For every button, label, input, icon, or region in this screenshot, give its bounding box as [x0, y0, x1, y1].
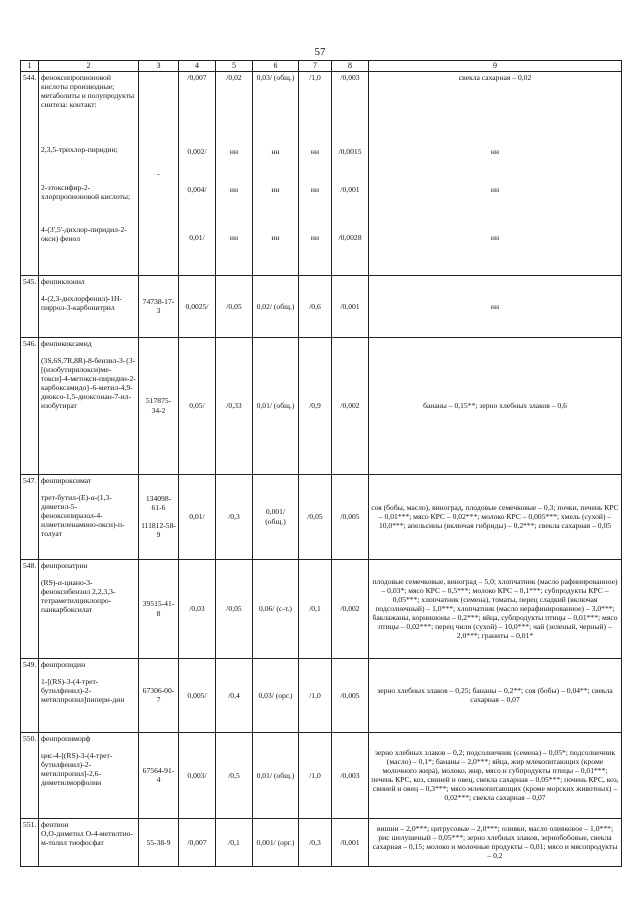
value-cell: /0,002: [332, 559, 369, 658]
mrl-text: нн: [369, 275, 622, 337]
substance-title: фенпикоксамид: [41, 338, 92, 348]
value-cell: 0,05/: [179, 337, 216, 474]
cas-number: 67306-00-7: [139, 658, 179, 732]
cas-number: 67564-91-4: [139, 732, 179, 818]
value-cell: нн: [271, 146, 280, 156]
value-cell: 0,01/: [189, 232, 205, 242]
page-number: 57: [314, 46, 326, 58]
value-cell: 0,01/ (общ.): [253, 732, 299, 818]
col-header: 4: [179, 61, 216, 72]
table-row: [21, 732, 622, 818]
value-cell: /0,0028: [338, 232, 362, 242]
value-cell: 0,004/: [187, 184, 207, 194]
mrl-text: нн: [490, 146, 500, 156]
col-header: 6: [253, 61, 299, 72]
substance-title: фенпропатрин: [41, 560, 88, 570]
row-number: 550.: [21, 732, 39, 818]
value-cell: /0,3: [216, 474, 253, 559]
substance-part: (3S,6S,7R,8R)-8-бензил-3-{3-[(изобутирилокси)ме-токси]-4-метокси-пиридин-2-карбоксамидо}-6-метил-4,9-диоксо-1,5-диоксонан-7-ил-изобутират: [41, 355, 136, 411]
value-cell: /0,5: [216, 732, 253, 818]
row-number: 549.: [21, 658, 39, 732]
table-row: [21, 275, 622, 337]
value-cell: /0,001: [332, 818, 369, 866]
substance-part: 2-этоксифир-2-хлорпропионовой кислоты;: [41, 182, 131, 201]
cas-number: 517875-34-2: [139, 337, 179, 474]
value-cell: 0,001/ (орг.): [253, 818, 299, 866]
value-cell: /0,003: [340, 72, 360, 82]
cas-number: 39515-41-8: [139, 559, 179, 658]
col-header: 9: [369, 61, 622, 72]
col-header: 1: [21, 61, 39, 72]
value-cell: /0,03: [179, 559, 216, 658]
mrl-text: свекла сахарная – 0,02: [458, 72, 532, 82]
value-cell: нн: [271, 184, 280, 194]
value-cell: нн: [310, 184, 320, 194]
row-number: 544.: [21, 71, 39, 275]
substance-part: О,О-диметил О-4-метилтио-м-толил тиофосфат: [41, 828, 133, 847]
mrl-text: зерно хлебных злаков – 0,2; подсолнечник (семена) – 0,05*; подсолнечник (масло) – 0,1*; бананы – 2,0***; яйца, жир млекопитающих (кроме молочного жира), молоко, жир, мясо и субпродукты птицы – 0,01***; печень КРС, коз, свиней и овец, свекла сахарная – 0,05***; почень КРС, коз, свиней и овец – 0,3***; мясо млекопитающих (кроме морских животных) – 0,02***; свекла сахарная – 0,07: [369, 732, 622, 818]
value-cell: нн: [310, 146, 320, 156]
mrl-text: вишни – 2,0***; цитрусовые – 2,0***; оливки, масло оливковое – 1,0***; рис шелушеный – 0,05***; зерно хлебных злаков, зернобобовые, свекла сахарная – 0,15; молоко и молочные продукты – 0,01; мясо и мясопродукты – 0,2: [369, 818, 622, 866]
header-row: [21, 61, 622, 72]
mrl-text: бананы – 0,15**; зерно хлебных злаков – 0,6: [369, 337, 622, 474]
value-cell: /0,1: [299, 559, 332, 658]
substance-part: цис-4-[(RS)-3-(4-трет-бутилфенил)-2-метилпропил]-2,6-диметилморфолин: [41, 750, 113, 788]
value-cell: /0,33: [216, 337, 253, 474]
value-cell: 0,01/: [179, 474, 216, 559]
mrl-text: нн: [490, 232, 500, 242]
value-cell: /0,007: [179, 818, 216, 866]
substance-part: 2,3,5-трихлор-пиридин;: [41, 144, 118, 154]
substance-title: феноксипропионовой кислоты производные; метаболиты и полупродукты синтеза: контакт:: [41, 72, 135, 109]
table-row: [21, 337, 622, 474]
value-cell: /0,001: [332, 275, 369, 337]
value-cell: 0,06/ (с-т.): [253, 559, 299, 658]
row-number: 547.: [21, 474, 39, 559]
row-number: 546.: [21, 337, 39, 474]
value-cell: /0,003: [332, 732, 369, 818]
value-cell: /0,005: [332, 474, 369, 559]
value-cell: 0,001/ (общ.): [253, 474, 299, 559]
mrl-table: [20, 60, 622, 867]
substance-title: фентион: [41, 819, 69, 829]
value-cell: 0,03/ (орг.): [253, 658, 299, 732]
substance-title: фенпропиморф: [41, 733, 91, 743]
value-cell: /0,05: [216, 559, 253, 658]
col-header: 7: [299, 61, 332, 72]
value-cell: /0,005: [332, 658, 369, 732]
row-number: 548.: [21, 559, 39, 658]
substance-title: фенпропидин: [41, 659, 86, 669]
mrl-text: зерно хлебных злаков – 0,25; бананы – 0,2**; соя (бобы) – 0,04**; свекла сахарная – 0,07: [369, 658, 622, 732]
col-header: 3: [139, 61, 179, 72]
value-cell: 0,003/: [179, 732, 216, 818]
value-cell: /1,0: [299, 732, 332, 818]
table-row: [21, 71, 622, 275]
value-cell: /0,9: [299, 337, 332, 474]
col-header: 8: [332, 61, 369, 72]
substance-name: [39, 71, 139, 275]
row-number: 551.: [21, 818, 39, 866]
row-number: 545.: [21, 275, 39, 337]
value-cell: 0,002/: [187, 146, 207, 156]
value-cell: нн: [271, 232, 280, 242]
substance-title: фенпиклонил: [41, 276, 85, 286]
cas-number: 74738-17-3: [139, 275, 179, 337]
value-cell: /0,001: [340, 184, 360, 194]
value-cell: /0,002: [332, 337, 369, 474]
value-cell: нн: [310, 232, 320, 242]
value-cell: нн: [229, 232, 239, 242]
mrl-text: плодовые семечковые, виноград – 5,0; хлопчатник (масло рафинированное) – 0,03*; мясо КРС – 0,5***; молоко КРС – 0,1***; субпродукты КРС – 0,05***; хлопчатник (семена), томаты, перец сладкий (включая подсолнечный) – 1,0***; хлопчатник (масло нерафинированное) – 3,0***; баклажаны, корнишоны – 0,2***; яйца, субпродукты птицы – 0,01***; мясо птицы – 0,02***; перец чили (сухой) – 10,0***; чай (зеленый, черный) – 2,0***; граниты – 0,01*: [369, 559, 622, 658]
value-cell: 0,03/ (общ.): [256, 72, 295, 82]
table-row: [21, 559, 622, 658]
value-cell: 0,005/: [179, 658, 216, 732]
value-cell: /1,0: [299, 658, 332, 732]
table-row: [21, 658, 622, 732]
cas-number: 111812-58-9: [141, 520, 176, 539]
value-cell: /0,1: [216, 818, 253, 866]
value-cell: /0,0015: [338, 146, 362, 156]
value-cell: /0,4: [216, 658, 253, 732]
substance-part: 4-(3',5'-дихлор-пиридил-2-окси) фенол: [41, 224, 127, 243]
mrl-text: соя (бобы, масло), виноград, плодовые семечковые – 0,3; почки, печень КРС – 0,01***; мясо КРС – 0,02***; молоко КРС – 0,005***; хмель (сухой) – 10,0***; апельсины (включая гибриды) – 0,2***; свекла сахарная – 0,05: [369, 474, 622, 559]
value-cell: /0,02: [226, 72, 242, 82]
cas-number: 134098-61-6: [145, 494, 172, 513]
substance-part: 4-(2,3-дихлорфенил)-1Н-пиррол-3-карбонитрил: [41, 293, 123, 312]
value-cell: 0,0025/: [179, 275, 216, 337]
col-header: 2: [39, 61, 139, 72]
substance-part: 1-[(RS)-3-(4-трет-бутилфенил)-2-метилпропил]пипери-дин: [41, 676, 125, 704]
value-cell: /0,007: [187, 72, 207, 82]
value-cell: нн: [229, 184, 239, 194]
value-cell: /0,05: [216, 275, 253, 337]
value-cell: /0,05: [299, 474, 332, 559]
table-row: [21, 818, 622, 866]
value-cell: 0,01/ (общ.): [253, 337, 299, 474]
value-cell: /0,6: [299, 275, 332, 337]
value-cell: 0,02/ (общ.): [253, 275, 299, 337]
substance-title: фенпироксимат: [41, 475, 92, 485]
value-cell: /1,0: [309, 72, 321, 82]
value-cell: нн: [229, 146, 239, 156]
mrl-text: нн: [490, 184, 500, 194]
cas-number: -: [139, 71, 179, 275]
cas-number: 55-38-9: [139, 818, 179, 866]
value-cell: /0,3: [299, 818, 332, 866]
substance-part: трет-бутил-(Е)-α-(1,3-диметил-5-феноксипиразол-4-илметиленамино-окси)-п-толуат: [41, 492, 125, 539]
table-row: [21, 474, 622, 559]
col-header: 5: [216, 61, 253, 72]
substance-part: (RS)-α-циано-3-феноксибензил 2,2,3,3-тетраметилциклопро-панкарбоксилат: [41, 577, 116, 615]
